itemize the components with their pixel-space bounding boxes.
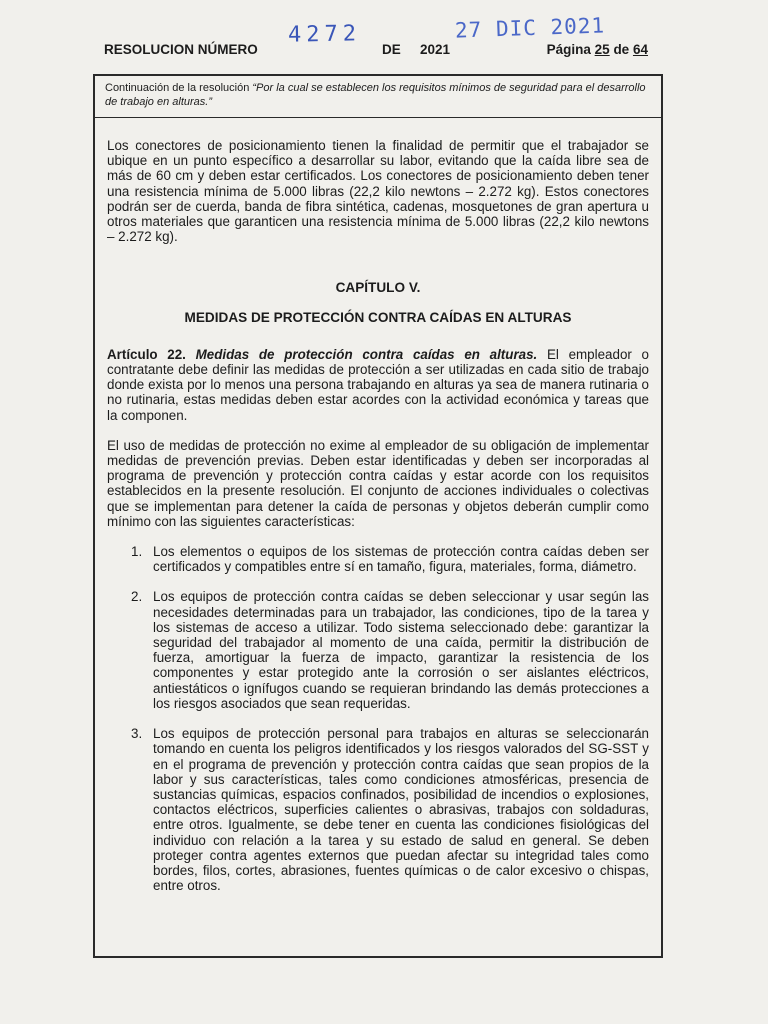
resolution-label: RESOLUCION NÚMERO [104,42,258,57]
page-total: 64 [632,42,648,57]
requirements-list [107,544,649,893]
list-item [107,589,649,711]
continuation-title: “Por la cual se establecen los requisitos mínimos de seguridad para el desarrollo de trabajo en alturas.” [105,82,646,108]
intro-paragraph: Los conectores de posicionamiento tienen la finalidad de permitir que el trabajador se ubique en un punto específico a desarrollar su labor, evitando que la caída libre sea de más de 60 cm y deben estar certificados. Los conectores de posicionamiento deben tener una resistencia mínima de 5.000 libras (22,2 kilo newtons – 2.272 kg). Estos conectores podrán ser de cuerda, banda de fibra sintética, cadenas, mosquetones de gran apertura u otros materiales que garanticen una resistencia mínima de 5.000 libras (22,2 kilo newtons – 2.272 kg). [107,138,649,245]
resolution-number-stamp: 4272 [287,21,362,48]
header-de: DE [382,42,401,57]
continuation-prefix: Continuación de la resolución [105,82,250,94]
page-indicator [547,42,648,57]
chapter-number: CAPÍTULO V. [335,280,421,296]
article-22 [107,347,649,423]
list-item-text: Los equipos de protección contra caídas se deben seleccionar y usar según las necesidades determinadas para un trabajador, las condiciones, tipo de la tarea y los sistemas de acceso a utilizar. Todo sistema seleccionado debe: garantizar la seguridad del trabajador al momento de una caída, permitir la distribución de fuerza, amortiguar la fuerza de impacto, garantizar la resistencia de los componentes y estar protegido ante la corrosión o ser aislantes eléctricos, antiestáticos o ignífugos cuando se requieran brindando las demás protecciones a los riesgos asociados que sean requeridas. [153,589,649,711]
article-label: Artículo 22. [107,346,186,362]
page-of: de [613,42,630,57]
page-current: 25 [594,42,610,57]
list-item [107,726,649,893]
chapter-title: MEDIDAS DE PROTECCIÓN CONTRA CAÍDAS EN ALTURAS [184,309,572,325]
paragraph-2: El uso de medidas de protección no exime al empleador de su obligación de implementar medidas de prevención previas. Deben estar identificadas y deben ser incorporadas al programa de prevención y protección contra caídas y estar acorde con los requisitos establecidos en la presente resolución. El conjunto de acciones individuales o colectivas que se implementan para detener la caída de personas y objetos deberán cumplir como mínimo con las siguientes características: [107,437,649,529]
list-item-text: Los equipos de protección personal para trabajos en alturas se seleccionarán tomando en cuenta los peligros identificados y los riesgos valorados del SG-SST y en el programa de prevención y protección contra caídas que sean propios de la labor y sus características, tales como condiciones atmosféricas, presencia de sustancias químicas, espacios confinados, posibilidad de incendios o explosiones, contactos eléctricos, superficies calientes o abrasivas, trabajos con soldaduras, entre otros. Igualmente, se debe tener en cuenta las condiciones fisiológicas del individuo con relación a la tarea y su estado de salud en general. Se deben proteger contra agentes externos que puedan afectar su integridad tales como bordes, filos, cortes, abrasiones, fuentes químicas o de calor excesivo o chispas, entre otros. [153,726,649,894]
list-item [107,544,649,574]
article-heading: Medidas de protección contra caídas en alturas. [195,346,538,362]
page-frame [93,74,663,958]
list-item-number: 3. [131,726,143,742]
continuation-note [95,76,661,118]
document-header [104,42,648,64]
list-item-number: 1. [131,544,143,560]
article-body: El empleador o contratante debe definir las medidas de protección a ser utilizadas en cada sitio de trabajo donde exista por lo menos una persona trabajando en alturas ya sea de manera rutinaria o no rutinaria, estas medidas deben estar acordes con la actividad económica y tareas que la componen. [107,346,649,423]
page-content [107,138,649,908]
list-item-text: Los elementos o equipos de los sistemas de protección contra caídas deben ser certificados y compatibles entre sí en tamaño, figura, materiales, forma, diámetro. [153,544,649,575]
header-year: 2021 [420,42,451,57]
page-prefix: Página [546,42,591,57]
date-stamp: 27 DIC 2021 [454,13,606,43]
list-item-number: 2. [131,589,143,605]
